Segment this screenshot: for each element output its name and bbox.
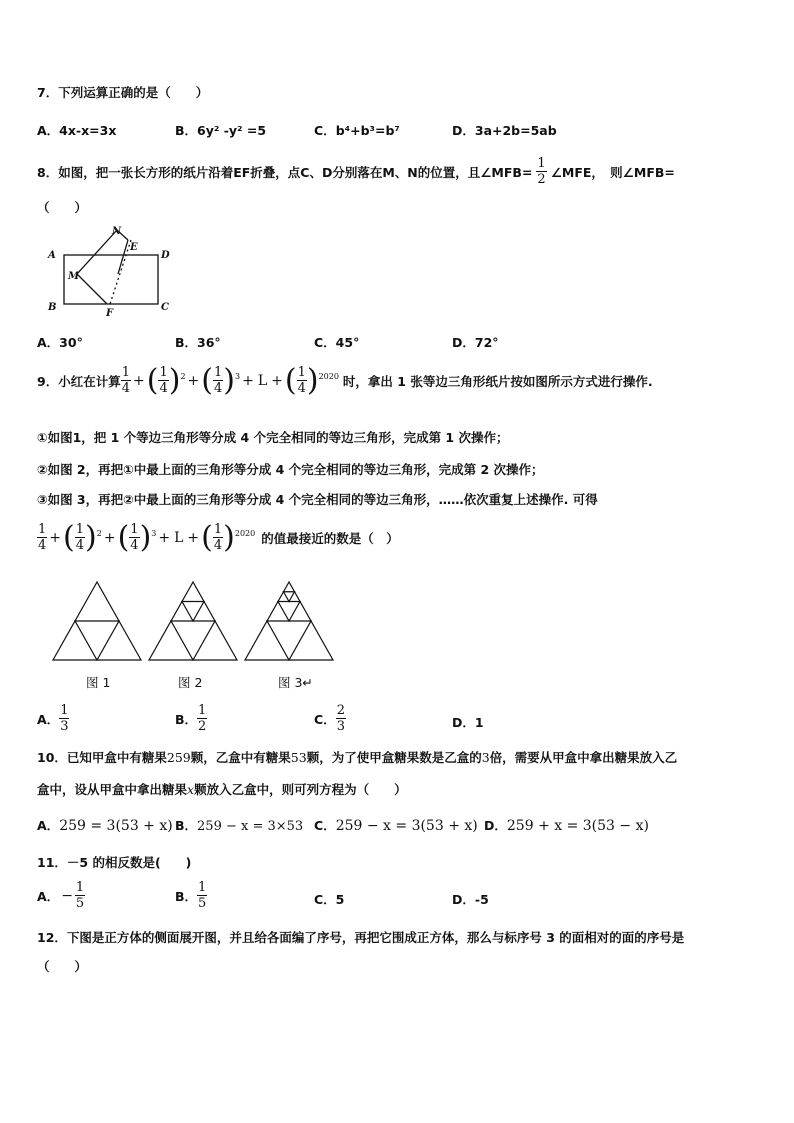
q9-figure-3-triangles <box>245 582 333 660</box>
q11-option-b-fraction <box>197 880 207 911</box>
q9b-plus-1: + <box>49 529 62 546</box>
q7-option-c-label: C． <box>314 123 336 138</box>
q11-option-b-num: 1 <box>198 880 207 895</box>
q11-stem: 11．－5 的相反数是( ) <box>37 855 192 870</box>
q7-stem: 7．下列运算正确的是（ ） <box>37 85 209 100</box>
q11-option-c: C．5 <box>314 892 345 907</box>
q10-option-c-expr: 259 − x = 3(53 + x) <box>335 818 478 834</box>
q9b-term-3-den: 4 <box>130 538 139 553</box>
q12-paren: （ ） <box>37 959 88 974</box>
q8-option-c: C．45° <box>314 335 360 350</box>
q11-option-a-sign: − <box>61 887 73 904</box>
q8-option-b: B．36° <box>175 335 221 350</box>
q10-line-2-pre: 盒中，设从甲盒中拿出糖果 <box>37 782 188 797</box>
q8-option-d: D．72° <box>452 335 499 350</box>
q12-stem: 12．下图是正方体的侧面展开图，并且给各面编了序号，再把它围成正方体，那么与标序号 3 的面相对的面的序号是 <box>37 930 685 945</box>
q9-term-2-den: 4 <box>159 381 168 396</box>
q9-option-a-num: 1 <box>60 703 69 718</box>
q10-line-1-mid: 颗，乙盒中有糖果 <box>190 750 291 765</box>
q10-line-1-pre: 10．已知甲盒中有糖果 <box>37 750 167 765</box>
q9-option-b-label: B． <box>175 711 198 727</box>
q10-line-2 <box>37 780 407 798</box>
q11-option-a-label: A． <box>37 888 60 904</box>
q9-term-2 <box>158 365 168 396</box>
q10-line-1-mid2: 颗，为了使甲盒糖果数是乙盒的 <box>306 750 482 765</box>
q9b-exp-last: 2020 <box>234 529 256 538</box>
q9-option-a-fraction <box>59 703 69 734</box>
q7-option-d: D．3a+2b=5ab <box>452 123 557 138</box>
q9-stem-2 <box>37 519 399 555</box>
q9b-exp-3: 3 <box>151 529 157 538</box>
q10-option-b-expr: 259 − x = 3×53 <box>197 819 304 834</box>
q10-option-d-expr: 259 + x = 3(53 − x) <box>506 818 649 834</box>
q9b-plus-3: + <box>158 529 171 546</box>
q9-option-c-num: 2 <box>336 703 345 718</box>
q11-option-b-label: B． <box>175 888 198 904</box>
q9-ellipsis: L <box>257 372 268 389</box>
q9b-term-2-den: 4 <box>75 538 85 553</box>
q9-figure-2-caption: 图 2 <box>178 675 203 690</box>
q11-option-a <box>37 880 85 911</box>
q9-term-3-num: 1 <box>213 365 223 380</box>
q9-term-1 <box>121 365 131 396</box>
q9-option-c-den: 3 <box>336 719 345 734</box>
q10-number-53: 53 <box>290 750 307 765</box>
q8-fraction <box>536 156 546 187</box>
q9-term-last-den: 4 <box>297 381 306 396</box>
q10-option-b <box>175 816 303 834</box>
q8-fraction-denominator: 2 <box>537 172 546 187</box>
q8-stem-pre: 8．如图，把一张长方形的纸片沿着EF折叠，点C、D分别落在M、N的位置，且∠MFB= <box>37 164 533 180</box>
q9-option-c <box>314 703 346 734</box>
q9-exp-3: 3 <box>234 372 241 381</box>
q9b-plus-4: + <box>187 529 200 546</box>
q9b-term-last-num: 1 <box>213 522 223 537</box>
q9b-term-1-den: 4 <box>38 538 47 553</box>
q7-option-a: A．4x-x=3x <box>37 123 117 138</box>
q10-option-a <box>37 816 173 834</box>
q9b-plus-2: + <box>103 529 116 546</box>
q9-figures <box>50 580 350 666</box>
q9-stem <box>37 362 653 398</box>
q9-term-3 <box>213 365 223 396</box>
q9b-term-1 <box>37 522 47 553</box>
q8-label-b: B <box>48 302 57 313</box>
q9-term-2-num: 1 <box>159 365 168 380</box>
q10-option-d-label: D． <box>484 818 507 833</box>
q10-option-b-label: B． <box>175 818 198 833</box>
q9b-term-last <box>213 522 223 553</box>
q9b-term-3-num: 1 <box>130 522 139 537</box>
q10-option-a-expr: 259 = 3(53 + x) <box>59 818 173 834</box>
q9-option-b-fraction <box>197 703 207 734</box>
q8-stem <box>37 156 675 187</box>
q11-option-d: D．-5 <box>452 892 489 907</box>
q9b-ellipsis: L <box>174 529 184 546</box>
q9-option-c-label: C． <box>314 711 336 727</box>
q9-plus-4: + <box>271 372 283 389</box>
q9-stem-pre: 9．小红在计算 <box>37 373 121 389</box>
q9-term-1-num: 1 <box>121 365 130 380</box>
q9-plus-1: + <box>132 372 145 389</box>
q8-fold-upper <box>118 240 128 274</box>
q9-step-3: ③如图 3，再把②中最上面的三角形等分成 4 个完全相同的等边三角形，……依次重复上述操作. 可得 <box>37 492 598 507</box>
q9-term-last <box>297 365 307 396</box>
q9-option-a-den: 3 <box>60 719 69 734</box>
q9-option-d: D．1 <box>452 715 484 730</box>
q9-term-1-den: 4 <box>121 381 130 396</box>
q10-line-1 <box>37 748 677 766</box>
q8-label-f: F <box>106 308 114 319</box>
q10-option-c <box>314 816 478 834</box>
q8-figure <box>40 222 180 322</box>
q8-label-d: D <box>161 250 170 261</box>
q9-exp-last: 2020 <box>318 372 339 381</box>
q10-number-259: 259 <box>166 750 191 765</box>
q11-option-b-den: 5 <box>198 896 207 911</box>
q9b-exp-2: 2 <box>96 529 102 538</box>
q8-label-a: A <box>48 250 56 261</box>
q10-option-c-label: C． <box>314 818 336 833</box>
q9b-term-last-den: 4 <box>213 538 223 553</box>
q9-option-b-num: 1 <box>198 703 207 718</box>
q9-step-1: ①如图1，把 1 个等边三角形等分成 4 个完全相同的等边三角形，完成第 1 次操作； <box>37 430 509 445</box>
q9-plus-2: + <box>187 372 200 389</box>
q8-fold-line-ef <box>110 240 131 304</box>
q9-stem-2-post: 的值最接近的数是（ ） <box>261 530 399 546</box>
q9-term-3-den: 4 <box>213 381 223 396</box>
q11-option-a-num: 1 <box>75 880 85 895</box>
q8-label-e: E <box>130 242 138 253</box>
q9-option-c-fraction <box>336 703 346 734</box>
q9-term-last-num: 1 <box>297 365 306 380</box>
q7-option-b <box>175 121 266 139</box>
q9b-term-2 <box>75 522 85 553</box>
q9b-term-3 <box>129 522 139 553</box>
q9-option-b <box>175 703 207 734</box>
q10-option-a-label: A． <box>37 818 60 833</box>
q8-option-a: A．30° <box>37 335 83 350</box>
q10-variable-x: x <box>187 782 195 797</box>
q9b-term-1-num: 1 <box>38 522 47 537</box>
q9-step-2: ②如图 2，再把①中最上面的三角形等分成 4 个完全相同的等边三角形，完成第 2 次操作； <box>37 462 544 477</box>
q9-exp-2: 2 <box>180 372 186 381</box>
q9-figure-3-caption: 图 3↵ <box>278 675 313 690</box>
q8-fraction-numerator: 1 <box>537 156 546 171</box>
q7-option-c-expr: b⁴+b³=b⁷ <box>335 123 400 138</box>
q9b-term-2-num: 1 <box>75 522 85 537</box>
q7-option-b-label: B． <box>175 123 198 138</box>
q8-label-n: N <box>112 226 122 237</box>
q10-option-d <box>484 816 649 834</box>
q9-option-b-den: 2 <box>198 719 207 734</box>
q9-stem-post: 时，拿出 1 张等边三角形纸片按如图所示方式进行操作. <box>342 373 653 389</box>
q8-paren: （ ） <box>37 200 88 215</box>
q10-number-3: 3 <box>481 750 490 765</box>
q11-option-a-fraction <box>75 880 85 911</box>
q9-series-expression-2: $\frac{1}{4}$ + ( $\frac{1}{4}$ ) 2 + ( $\frac{1}{4}$ ) 3 + L + ( $\frac{1}{4}$ ) 2020 <box>38 519 256 555</box>
q11-option-a-den: 5 <box>75 896 85 911</box>
q8-label-c: C <box>161 302 169 313</box>
q9-figure-1-caption: 图 1 <box>86 675 111 690</box>
q7-option-c <box>314 121 400 139</box>
q9-option-a-label: A． <box>37 711 60 727</box>
q10-line-2-post: 颗放入乙盒中，则可列方程为（ ） <box>194 782 407 797</box>
q8-label-m: M <box>68 271 80 282</box>
q9-series-expression: $\frac{1}{4}$ + ( $\frac{1}{4}$ ) 2 + ( $\frac{1}{4}$ ) 3 + L + ( $\frac{1}{4}$ ) 2020 <box>121 362 339 398</box>
q11-option-b <box>175 880 207 911</box>
q9-figure-2-triangles <box>149 582 237 660</box>
q9-figure-1-triangles <box>53 582 141 660</box>
q9-option-a <box>37 703 69 734</box>
q9-plus-3: + <box>242 372 254 389</box>
q8-stem-post: ∠MFE， 则∠MFB= <box>550 164 675 180</box>
q7-option-b-expr: 6y² -y² =5 <box>197 123 267 138</box>
q10-line-1-post: 倍，需要从甲盒中拿出糖果放入乙 <box>489 750 678 765</box>
